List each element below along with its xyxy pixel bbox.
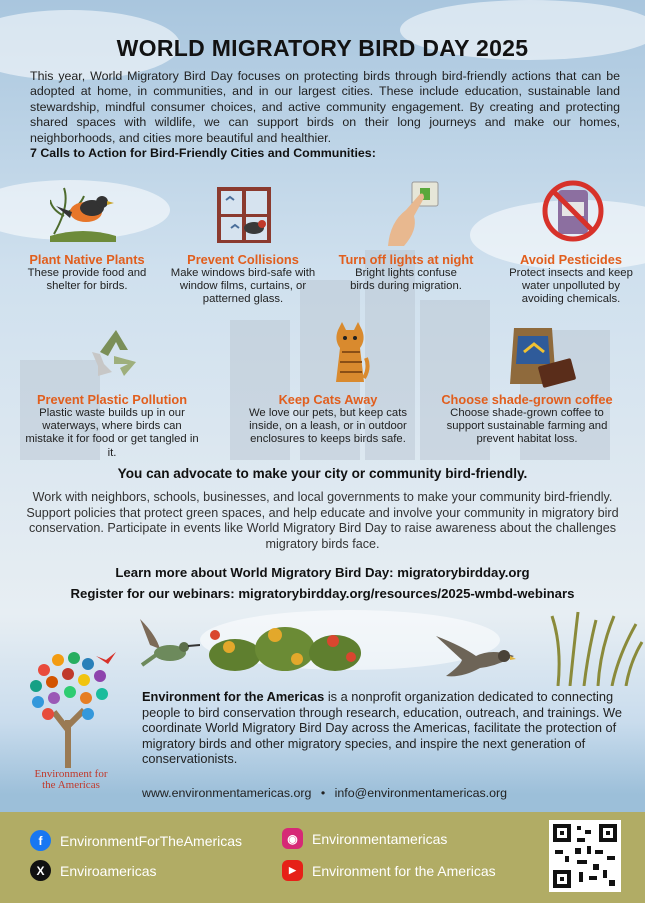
youtube-link[interactable] (282, 860, 496, 881)
action-card (24, 252, 150, 293)
action-desc: Plastic waste builds up in our waterways, where birds can mistake it for food or get tangled in it. (25, 407, 199, 459)
calls-heading: 7 Calls to Action for Bird-Friendly Cities and Communities: (30, 146, 376, 161)
flowers-icon (205, 605, 365, 685)
youtube-icon: ▶ (282, 860, 303, 881)
hummingbird-icon (130, 615, 200, 675)
action-title: Avoid Pesticides (520, 252, 622, 267)
action-card (24, 392, 200, 460)
cat-icon (330, 322, 370, 388)
org-name: Environment for the Americas (142, 689, 325, 704)
learn-more-link[interactable]: Learn more about World Migratory Bird Day: migratorybirdday.org (115, 565, 530, 580)
bird-on-plant-icon (50, 186, 116, 242)
action-title: Keep Cats Away (278, 392, 378, 407)
youtube-handle: Environment for the Americas (312, 862, 496, 879)
x-handle: Enviroamericas (60, 862, 157, 879)
advocate-heading: You can advocate to make your city or community bird-friendly. (117, 466, 528, 481)
x-link[interactable] (30, 860, 156, 881)
bullet-separator: • (320, 786, 326, 800)
footer (0, 812, 645, 903)
light-switch-hand-icon (384, 180, 442, 248)
action-title: Prevent Plastic Pollution (36, 392, 188, 407)
page-title: WORLD MIGRATORY BIRD DAY 2025 (116, 35, 529, 61)
intro-paragraph (30, 69, 620, 161)
environment-americas-logo (24, 650, 116, 768)
action-card (232, 392, 424, 447)
intro-text: This year, World Migratory Bird Day focuses on protecting birds through bird-friendly actions that can be adopted at home, in communities, and in our largest cities. These include education, sustainable land stewardship, mindful consumer choices, and active community engagement. By creating and protecting shared spaces with wildlife, we can support birds on their long journeys and make our homes, neighborhoods, and cities more beautiful and healthier. (30, 69, 620, 145)
action-desc: Choose shade-grown coffee to support sustainable farming and prevent habitat loss. (446, 407, 608, 446)
grass-icon (548, 606, 644, 686)
advocate-body: Work with neighbors, schools, businesses, and local governments to make your community bird-friendly. Support policies that protect green spaces, and help educate and involve your community in migratory bird conservation. Participate in events like World Migratory Bird Day to raise awareness about the challenges migratory birds face. (26, 490, 619, 551)
action-card (162, 252, 324, 307)
action-desc: Make windows bird-safe with window films, curtains, or patterned glass. (170, 267, 316, 306)
org-desc-text: is a nonprofit organization dedicated to connecting people to bird conservation through research, education, outreach, and trainings. We coordinate World Migratory Bird Day across the Americas, facilitate the protection of migratory birds and other migratory species, and inspire the next generation of conservationists. (142, 689, 622, 766)
logo-text: Environment for the Americas (34, 768, 108, 791)
action-card (326, 252, 486, 293)
action-desc: Bright lights confuse birds during migration. (350, 267, 462, 293)
recycle-icon (88, 326, 144, 380)
contacts (142, 786, 507, 800)
facebook-link[interactable] (30, 830, 242, 851)
action-card (432, 392, 622, 447)
instagram-handle: Environmentamericas (312, 830, 448, 847)
falcon-icon (432, 626, 518, 682)
org-description (142, 689, 632, 767)
qr-code[interactable] (549, 820, 621, 892)
facebook-icon: f (30, 830, 51, 851)
email-link[interactable]: info@environmentamericas.org (334, 786, 508, 800)
facebook-handle: EnvironmentForTheAmericas (60, 832, 243, 849)
register-link[interactable]: Register for our webinars: migratorybirdday.org/resources/2025-wmbd-webinars (70, 586, 575, 601)
no-pesticide-icon (540, 180, 606, 242)
action-desc: These provide food and shelter for birds. (27, 267, 147, 293)
action-title: Prevent Collisions (187, 252, 299, 267)
coffee-bag-icon (506, 324, 576, 388)
window-bird-icon (216, 186, 272, 244)
website-link[interactable]: www.environmentamericas.org (142, 786, 312, 800)
action-card (502, 252, 640, 307)
action-desc: Protect insects and keep water unpolluted by avoiding chemicals. (509, 267, 633, 306)
x-icon: X (30, 860, 51, 881)
action-desc: We love our pets, but keep cats inside, on a leash, or in outdoor enclosures to keeps birds safe. (248, 407, 408, 446)
instagram-link[interactable] (282, 828, 447, 849)
action-title: Turn off lights at night (338, 252, 474, 267)
instagram-icon: ◉ (282, 828, 303, 849)
red-bird-icon (96, 652, 116, 666)
action-title: Plant Native Plants (29, 252, 145, 267)
action-title: Choose shade-grown coffee (441, 392, 613, 407)
